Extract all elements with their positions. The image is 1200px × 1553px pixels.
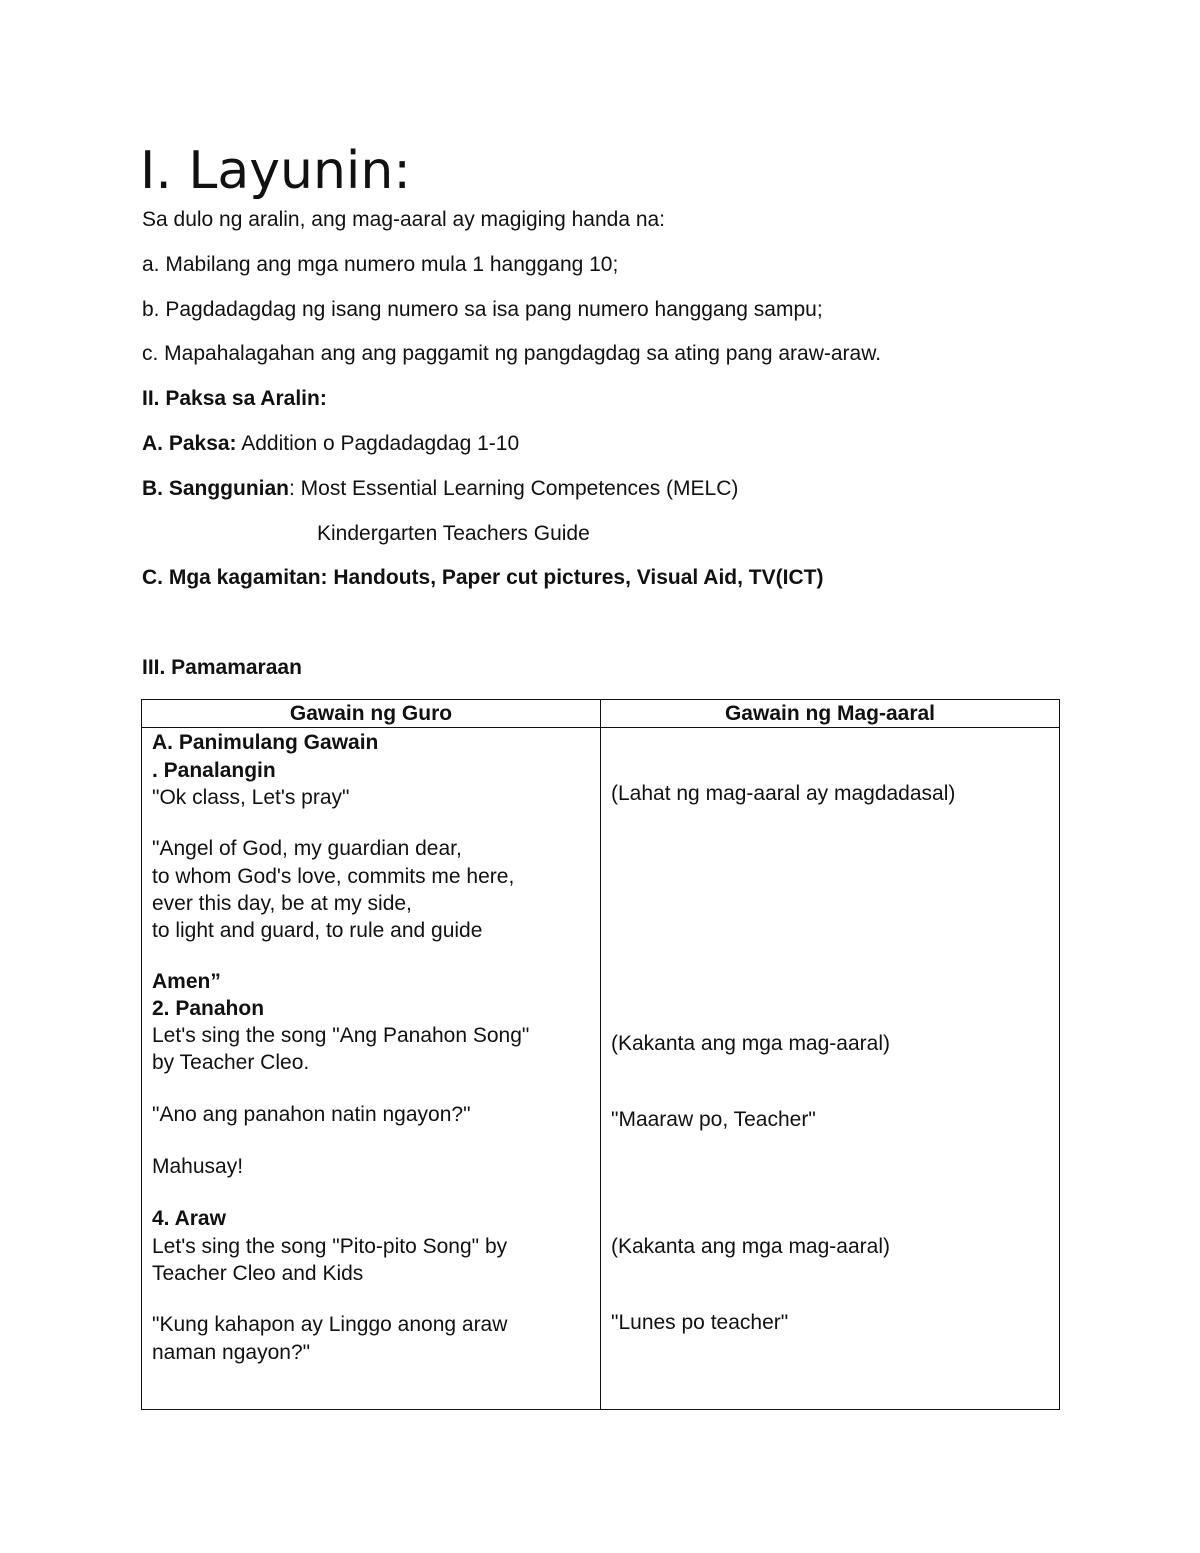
section-panimulang-gawain: A. Panimulang Gawain (152, 731, 379, 754)
page-title: I. Layunin: (140, 141, 411, 201)
prayer-line-4: to light and guard, to rule and guide (152, 919, 483, 942)
prayer-line-1: "Angel of God, my guardian dear, (152, 837, 462, 860)
topic-sanggunian (142, 476, 738, 502)
section-panahon: 2. Panahon (152, 997, 265, 1020)
panahon-line-1: Let's sing the song "Ang Panahon Song" (152, 1024, 530, 1047)
student-sing-response-2: (Kakanta ang mga mag-aaral) (611, 1235, 890, 1258)
topic-heading: II. Paksa sa Aralin: (142, 387, 327, 410)
paksa-label: A. Paksa: (142, 432, 237, 455)
teacher-pray-line: "Ok class, Let's pray" (152, 786, 350, 809)
objectives-intro: Sa dulo ng aralin, ang mag-aaral ay magiging handa na: (142, 208, 666, 231)
student-pray-response: (Lahat ng mag-aaral ay magdadasal) (611, 782, 956, 805)
sanggunian-value: : Most Essential Learning Competences (MELC) (289, 477, 739, 500)
prayer-line-2: to whom God's love, commits me here, (152, 865, 515, 888)
student-sing-response-1: (Kakanta ang mga mag-aaral) (611, 1032, 890, 1055)
teacher-question-2a: "Kung kahapon ay Linggo anong araw (152, 1313, 508, 1336)
teacher-question-2b: naman ngayon?" (152, 1341, 311, 1364)
objective-a: a. Mabilang ang mga numero mula 1 hanggang 10; (142, 253, 619, 276)
sanggunian-value-2: Kindergarten Teachers Guide (317, 522, 590, 545)
prayer-line-3: ever this day, be at my side, (152, 892, 412, 915)
teacher-praise: Mahusay! (152, 1155, 244, 1178)
table-row (142, 728, 1060, 1410)
sanggunian-label: B. Sanggunian (142, 477, 289, 500)
araw-line-1: Let's sing the song "Pito-pito Song" by (152, 1235, 508, 1258)
panahon-line-2: by Teacher Cleo. (152, 1051, 310, 1074)
student-activity-cell (601, 728, 1060, 1410)
column-header-student: Gawain ng Mag-aaral (601, 700, 1060, 728)
objective-c: c. Mapahalagahan ang ang paggamit ng pangdagdag sa ating pang araw-araw. (142, 342, 882, 365)
topic-paksa (142, 431, 519, 457)
teacher-activity-cell (142, 728, 601, 1410)
procedure-table (141, 699, 1060, 1410)
section-panalangin: . Panalangin (152, 759, 276, 782)
section-araw: 4. Araw (152, 1207, 226, 1230)
table-header-row (142, 700, 1060, 728)
student-answer-2: "Lunes po teacher" (611, 1311, 789, 1334)
procedure-heading: III. Pamamaraan (142, 656, 302, 679)
objective-b: b. Pagdadagdag ng isang numero sa isa pang numero hanggang sampu; (142, 298, 823, 321)
prayer-amen: Amen” (152, 970, 221, 993)
topic-kagamitan: C. Mga kagamitan: Handouts, Paper cut pictures, Visual Aid, TV(ICT) (142, 566, 824, 589)
paksa-value: Addition o Pagdadagdag 1-10 (236, 432, 520, 455)
teacher-question-1: "Ano ang panahon natin ngayon?" (152, 1103, 471, 1126)
student-answer-1: "Maaraw po, Teacher" (611, 1108, 816, 1131)
column-header-teacher: Gawain ng Guro (142, 700, 601, 728)
araw-line-2: Teacher Cleo and Kids (152, 1262, 364, 1285)
